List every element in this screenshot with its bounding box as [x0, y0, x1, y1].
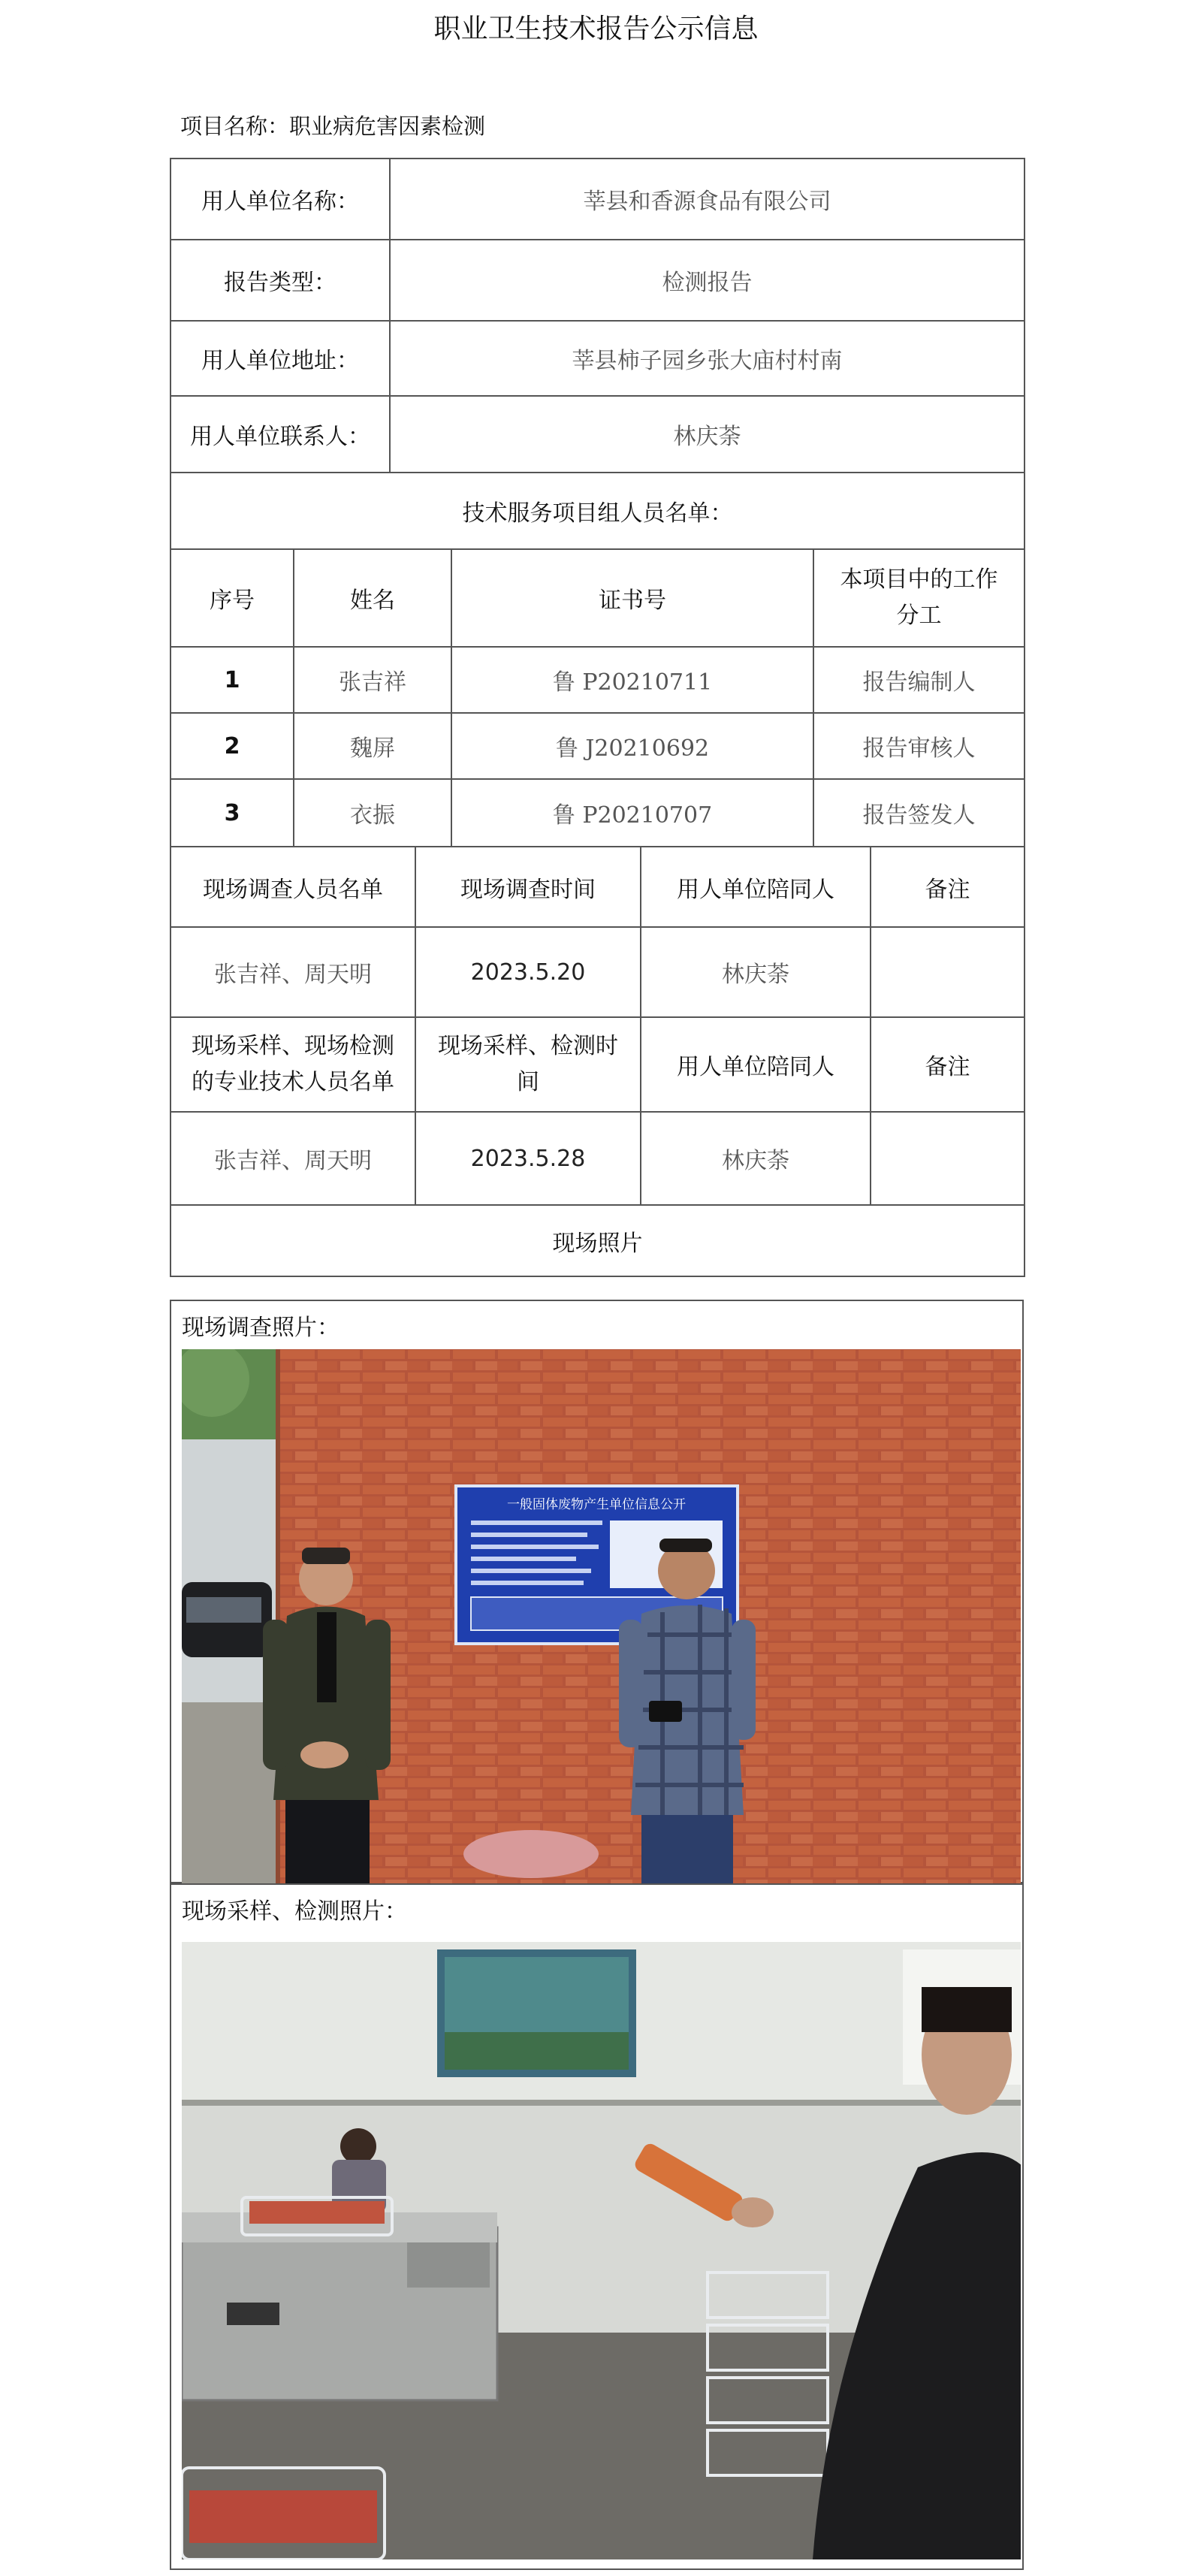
team-header-role-line2: 分工 [896, 602, 942, 629]
team-header-role [813, 549, 1025, 647]
sampling-header-row [171, 1017, 1025, 1112]
sampling-header-staff-line1: 现场采样、现场检测 [192, 1033, 394, 1059]
team-row-role: 报告编制人 [813, 647, 1025, 713]
project-name-value: 职业病危害因素检测 [289, 113, 486, 139]
address-value: 莘县柿子园乡张大庙村村南 [390, 321, 1025, 396]
survey-photo-label: 现场调查照片： [182, 1315, 339, 1341]
report-type-value: 检测报告 [390, 240, 1025, 321]
survey-photo [182, 1349, 1021, 1883]
sampling-header-staff-line2: 的专业技术人员名单 [192, 1069, 394, 1095]
survey-escort: 林庆荼 [641, 927, 871, 1017]
unit-name-value: 莘县和香源食品有限公司 [390, 159, 1025, 240]
sampling-escort: 林庆荼 [641, 1112, 871, 1205]
team-row-role: 报告签发人 [813, 779, 1025, 847]
team-row-name: 张吉祥 [294, 647, 451, 713]
sampling-photo [182, 1942, 1021, 2559]
contact-label: 用人单位联系人： [171, 396, 390, 473]
team-header-no: 序号 [171, 549, 294, 647]
report-type-row [171, 240, 1025, 321]
team-header-row [171, 549, 1025, 647]
photos-title: 现场照片 [171, 1205, 1025, 1276]
unit-name-label: 用人单位名称： [171, 159, 390, 240]
survey-header-staff: 现场调查人员名单 [171, 847, 415, 927]
team-row-name: 魏屏 [294, 713, 451, 779]
sampling-header-time-line2: 间 [517, 1069, 539, 1095]
survey-photo-box [170, 1300, 1024, 1883]
survey-photo-image [182, 1349, 1021, 1883]
team-row-cert: 鲁 J20210692 [451, 713, 813, 779]
sampling-photo-box [170, 1883, 1024, 2570]
sampling-header-escort: 用人单位陪同人 [641, 1017, 871, 1112]
project-name [180, 110, 485, 140]
team-row-role: 报告审核人 [813, 713, 1025, 779]
survey-note [871, 927, 1025, 1017]
survey-table [170, 846, 1025, 1277]
survey-header-escort: 用人单位陪同人 [641, 847, 871, 927]
sampling-header-note: 备注 [871, 1017, 1025, 1112]
team-table [170, 548, 1025, 847]
team-row-no: 1 [171, 647, 294, 713]
team-row [171, 713, 1025, 779]
team-row-cert: 鲁 P20210707 [451, 779, 813, 847]
address-row [171, 321, 1025, 396]
survey-time: 2023.5.20 [415, 927, 641, 1017]
team-title: 技术服务项目组人员名单： [171, 473, 1025, 549]
sampling-header-staff [171, 1017, 415, 1112]
sampling-photo-label: 现场采样、检测照片： [182, 1898, 407, 1925]
team-header-name: 姓名 [294, 549, 451, 647]
photos-title-row [171, 1205, 1025, 1276]
survey-row [171, 927, 1025, 1017]
contact-value: 林庆荼 [390, 396, 1025, 473]
report-type-label: 报告类型： [171, 240, 390, 321]
unit-info-table [170, 158, 1025, 550]
survey-header-note: 备注 [871, 847, 1025, 927]
unit-name-row [171, 159, 1025, 240]
project-name-label: 项目名称： [180, 113, 290, 139]
team-row-cert: 鲁 P20210711 [451, 647, 813, 713]
address-label: 用人单位地址： [171, 321, 390, 396]
survey-staff: 张吉祥、周天明 [171, 927, 415, 1017]
team-row [171, 779, 1025, 847]
sampling-time: 2023.5.28 [415, 1112, 641, 1205]
sampling-header-time-line1: 现场采样、检测时 [438, 1033, 618, 1059]
team-title-row [171, 473, 1025, 549]
team-header-role-line1: 本项目中的工作 [840, 566, 998, 593]
team-row-no: 2 [171, 713, 294, 779]
sampling-note [871, 1112, 1025, 1205]
sampling-staff: 张吉祥、周天明 [171, 1112, 415, 1205]
sampling-header-time [415, 1017, 641, 1112]
survey-header-time: 现场调查时间 [415, 847, 641, 927]
team-row-no: 3 [171, 779, 294, 847]
contact-row [171, 396, 1025, 473]
sampling-row [171, 1112, 1025, 1205]
team-row-name: 衣振 [294, 779, 451, 847]
survey-header-row [171, 847, 1025, 927]
team-header-cert: 证书号 [451, 549, 813, 647]
team-row [171, 647, 1025, 713]
sampling-photo-image [182, 1942, 1021, 2559]
sign-title: 一般固体废物产生单位信息公开 [507, 1497, 686, 1512]
page-title: 职业卫生技术报告公示信息 [433, 14, 759, 44]
